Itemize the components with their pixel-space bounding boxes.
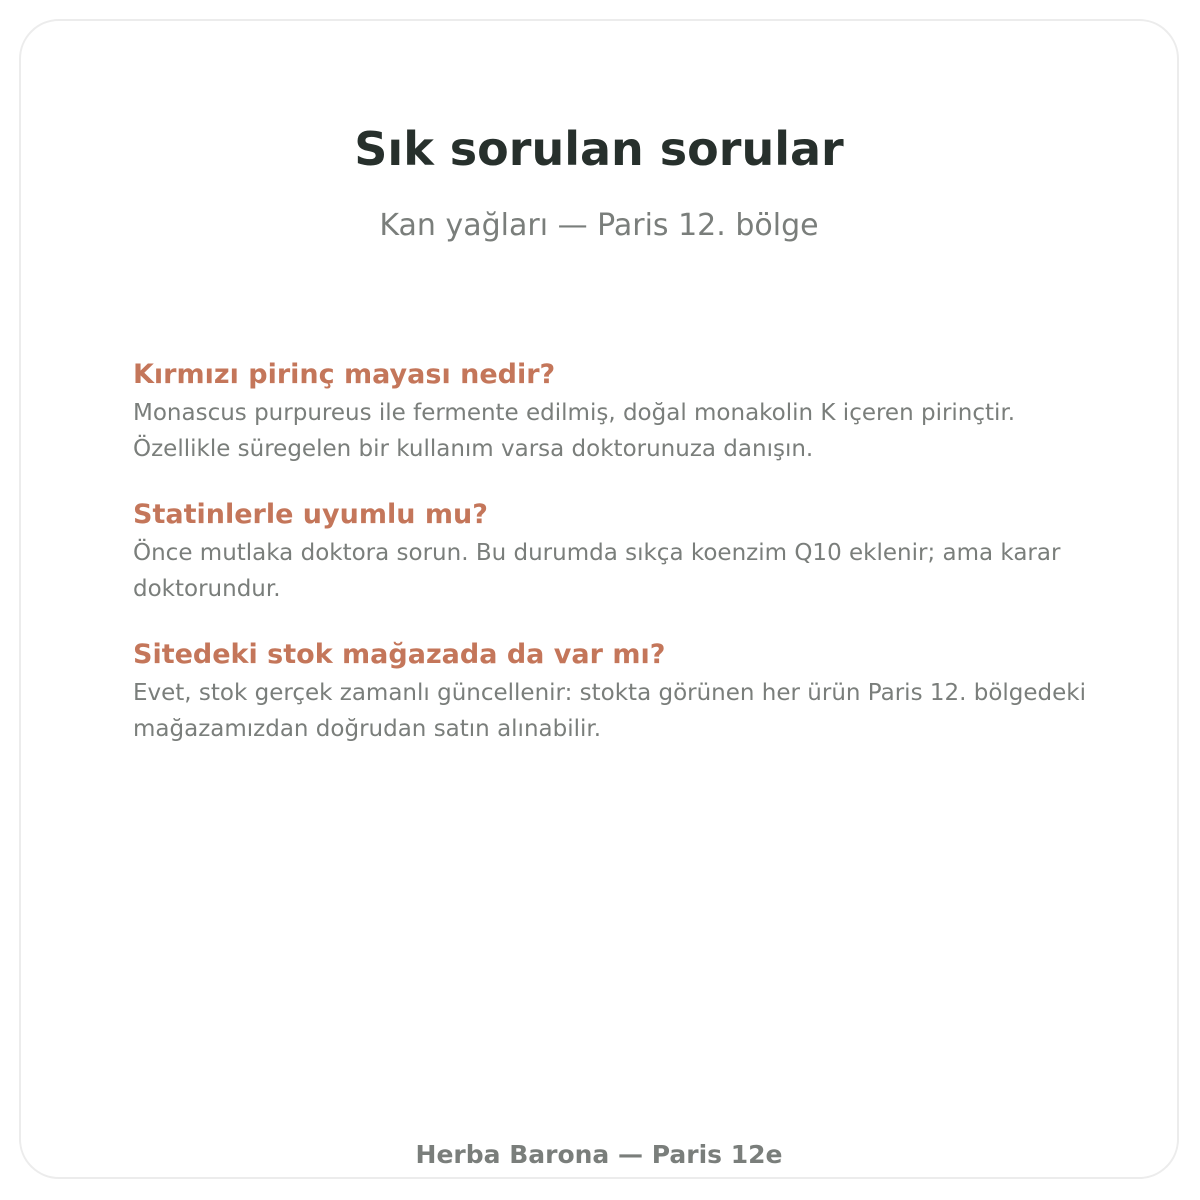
faq-item — [133, 495, 1093, 607]
faq-answer: Monascus purpureus ile fermente edilmiş, doğal monakolin K içeren pirinçtir. Özellikle süregelen bir kullanım varsa doktorunuza danışın. — [133, 400, 1016, 462]
faq-item — [133, 355, 1093, 467]
faq-item — [133, 635, 1093, 747]
faq-question: Kırmızı pirinç mayası nedir? — [133, 359, 556, 390]
faq-card — [19, 19, 1179, 1179]
faq-answer: Önce mutlaka doktora sorun. Bu durumda sıkça koenzim Q10 eklenir; ama karar doktorundur. — [133, 540, 1061, 602]
page-subtitle: Kan yağları — Paris 12. bölge — [379, 208, 819, 243]
faq-question: Statinlerle uyumlu mu? — [133, 499, 488, 530]
page-title: Sık sorulan sorular — [354, 122, 844, 176]
faq-answer: Evet, stok gerçek zamanlı güncellenir: stokta görünen her ürün Paris 12. bölgedeki mağazamızdan doğrudan satın alınabilir. — [133, 680, 1087, 742]
faq-question: Sitedeki stok mağazada da var mı? — [133, 639, 666, 670]
faq-list — [133, 355, 1093, 775]
footer-brand: Herba Barona — Paris 12e — [415, 1140, 783, 1169]
